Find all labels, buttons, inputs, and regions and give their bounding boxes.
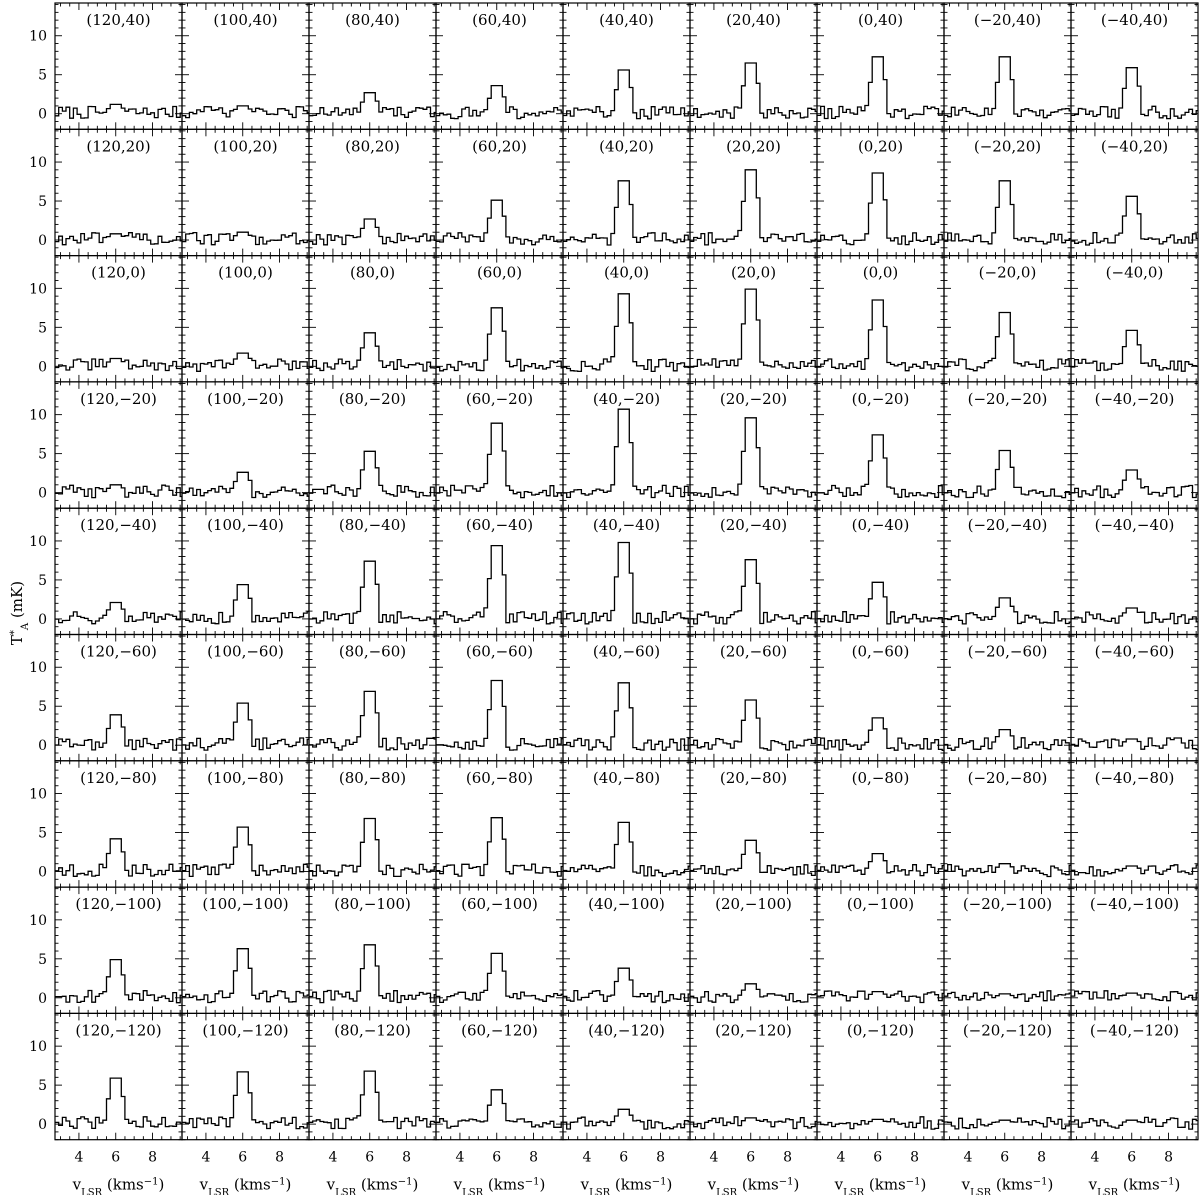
spectrum-line bbox=[690, 700, 817, 750]
panel-label: (−20,−20) bbox=[967, 389, 1048, 408]
y-tick-label: 0 bbox=[38, 1117, 47, 1134]
panel-label: (100,−120) bbox=[202, 1021, 289, 1040]
panel-label: (60,0) bbox=[476, 263, 523, 282]
y-tick-label: 5 bbox=[38, 67, 47, 84]
panel-label: (100,−40) bbox=[207, 516, 284, 535]
x-tick-label: 4 bbox=[74, 1149, 84, 1166]
panel-label: (−20,−60) bbox=[967, 642, 1048, 661]
spectrum-line bbox=[944, 313, 1071, 371]
y-tick-label: 0 bbox=[38, 485, 47, 502]
panel-label: (60,−20) bbox=[465, 389, 534, 408]
panel-label: (20,0) bbox=[730, 263, 777, 282]
panel-label: (80,−60) bbox=[338, 642, 407, 661]
spectrum-line bbox=[182, 703, 309, 750]
y-tick-label: 0 bbox=[38, 611, 47, 628]
panel-label: (40,40) bbox=[599, 11, 654, 29]
spectrum-line bbox=[944, 598, 1071, 624]
spectrum-line bbox=[182, 1072, 309, 1129]
panel-label: (40,0) bbox=[603, 263, 650, 282]
panel-label: (−20,−40) bbox=[967, 516, 1048, 535]
x-tick-label: 8 bbox=[529, 1149, 539, 1166]
panel-label: (100,−80) bbox=[207, 768, 284, 787]
panel-label: (−40,0) bbox=[1105, 263, 1164, 282]
panel-label: (20,40) bbox=[726, 11, 781, 29]
spectrum-line bbox=[563, 968, 690, 1002]
panel-label: (0,40) bbox=[857, 11, 904, 29]
spectrum-line bbox=[182, 827, 309, 876]
spectrum-line bbox=[436, 1090, 563, 1128]
panel-label: (80,−80) bbox=[338, 768, 407, 787]
x-axis-label: $v_{LSR}$ (kms$^{-1}$) bbox=[453, 1175, 546, 1195]
panel-label: (60,−100) bbox=[461, 895, 538, 914]
panel-label: (60,20) bbox=[472, 137, 527, 156]
panel-label: (80,−20) bbox=[338, 389, 407, 408]
panel-label: (120,40) bbox=[86, 11, 151, 29]
spectrum-line bbox=[563, 181, 690, 245]
panel-label: (20,−100) bbox=[715, 895, 792, 914]
spectrum-line bbox=[563, 822, 690, 876]
y-tick-label: 0 bbox=[38, 738, 47, 755]
x-axis-label: $v_{LSR}$ (kms$^{-1}$) bbox=[72, 1175, 165, 1195]
panel-label: (0,−60) bbox=[851, 642, 910, 661]
panel-label: (−40,−60) bbox=[1094, 642, 1175, 661]
panel-label: (120,−80) bbox=[80, 768, 157, 787]
spectrum-line bbox=[1071, 196, 1198, 245]
y-tick-label: 10 bbox=[29, 533, 47, 550]
spectrum-line bbox=[817, 991, 944, 1003]
spectrum-line bbox=[817, 718, 944, 750]
spectrum-line bbox=[563, 543, 690, 624]
y-tick-label: 10 bbox=[29, 28, 47, 45]
panel-label: (−40,−20) bbox=[1094, 389, 1175, 408]
panel-label: (0,−40) bbox=[851, 516, 910, 535]
spectrum-line bbox=[944, 730, 1071, 751]
panel-label: (80,−120) bbox=[334, 1021, 411, 1040]
panel-label: (20,−40) bbox=[719, 516, 788, 535]
panel-label: (120,−100) bbox=[75, 895, 162, 914]
spectrum-line bbox=[817, 582, 944, 624]
spectrum-line bbox=[690, 840, 817, 875]
spectrum-line bbox=[309, 691, 436, 750]
spectrum-line bbox=[182, 949, 309, 1003]
spectrum-line bbox=[309, 1071, 436, 1128]
panel-label: (60,−60) bbox=[465, 642, 534, 661]
spectrum-line bbox=[817, 173, 944, 245]
panel-label: (100,−60) bbox=[207, 642, 284, 661]
panel-label: (60,40) bbox=[472, 11, 527, 29]
y-tick-label: 10 bbox=[29, 281, 47, 298]
y-tick-label: 10 bbox=[29, 912, 47, 929]
spectrum-line bbox=[436, 308, 563, 371]
spectrum-line bbox=[55, 359, 182, 371]
panel-label: (20,−20) bbox=[719, 389, 788, 408]
spectrum-line bbox=[563, 294, 690, 372]
y-tick-label: 0 bbox=[38, 106, 47, 123]
x-tick-label: 6 bbox=[238, 1149, 248, 1166]
spectrum-line bbox=[690, 984, 817, 1003]
panel-label: (80,20) bbox=[345, 137, 400, 156]
x-tick-label: 4 bbox=[328, 1149, 338, 1166]
spectrum-line bbox=[309, 219, 436, 245]
spectrum-line bbox=[182, 472, 309, 497]
y-tick-label: 10 bbox=[29, 660, 47, 677]
panel-label: (0,−100) bbox=[846, 895, 915, 914]
spectrum-line bbox=[436, 423, 563, 497]
spectrum-line bbox=[309, 819, 436, 877]
y-tick-label: 5 bbox=[38, 194, 47, 211]
y-tick-label: 0 bbox=[38, 359, 47, 376]
y-tick-label: 5 bbox=[38, 446, 47, 463]
panel-label: (40,−100) bbox=[588, 895, 665, 914]
spectrum-line bbox=[55, 839, 182, 877]
spectrum-line bbox=[817, 57, 944, 119]
panel-label: (−40,−80) bbox=[1094, 768, 1175, 787]
x-axis-label: $v_{LSR}$ (kms$^{-1}$) bbox=[199, 1175, 292, 1195]
spectrum-line bbox=[55, 715, 182, 750]
y-tick-label: 0 bbox=[38, 233, 47, 250]
spectrum-line bbox=[690, 63, 817, 118]
panel-label: (60,−80) bbox=[465, 768, 534, 787]
spectrum-line bbox=[690, 170, 817, 245]
spectrum-line bbox=[436, 953, 563, 1002]
panel-label: (−20,40) bbox=[973, 11, 1042, 29]
y-tick-label: 0 bbox=[38, 990, 47, 1007]
panel-label: (−40,−100) bbox=[1089, 895, 1180, 914]
panel-label: (40,−60) bbox=[592, 642, 661, 661]
spectrum-line bbox=[944, 451, 1071, 498]
x-tick-label: 6 bbox=[365, 1149, 375, 1166]
panel-label: (80,0) bbox=[349, 263, 396, 282]
panel-label: (−20,20) bbox=[973, 137, 1042, 156]
panel-label: (0,20) bbox=[857, 137, 904, 156]
x-tick-label: 4 bbox=[455, 1149, 465, 1166]
panel-label: (−20,−100) bbox=[962, 895, 1053, 914]
spectrum-line bbox=[690, 289, 817, 368]
spectrum-line bbox=[55, 104, 182, 118]
panel-label: (80,−40) bbox=[338, 516, 407, 535]
panel-label: (40,−20) bbox=[592, 389, 661, 408]
panel-label: (−40,−40) bbox=[1094, 516, 1175, 535]
spectrum-line bbox=[182, 353, 309, 371]
spectrum-line bbox=[182, 232, 309, 245]
panel-label: (100,40) bbox=[213, 11, 278, 29]
y-tick-label: 10 bbox=[29, 1039, 47, 1056]
panel-label: (120,−40) bbox=[80, 516, 157, 535]
spectrum-line bbox=[817, 854, 944, 876]
spectrum-line bbox=[944, 991, 1071, 1002]
y-tick-label: 5 bbox=[38, 1078, 47, 1095]
panel-label: (100,−100) bbox=[202, 895, 289, 914]
panel-label: (40,−40) bbox=[592, 516, 661, 535]
panel-label: (20,−80) bbox=[719, 768, 788, 787]
spectrum-line bbox=[1071, 68, 1198, 119]
panel-label: (120,−60) bbox=[80, 642, 157, 661]
x-tick-label: 8 bbox=[402, 1149, 412, 1166]
spectrum-line bbox=[182, 106, 309, 118]
y-tick-label: 5 bbox=[38, 572, 47, 589]
y-tick-label: 10 bbox=[29, 155, 47, 172]
spectrum-line bbox=[309, 945, 436, 1003]
spectrum-line bbox=[563, 70, 690, 119]
x-tick-label: 6 bbox=[492, 1149, 502, 1166]
spectrum-line bbox=[1071, 865, 1198, 876]
x-tick-label: 4 bbox=[201, 1149, 211, 1166]
spectrum-line bbox=[436, 200, 563, 245]
panel-label: (−20,−80) bbox=[967, 768, 1048, 787]
spectrum-line bbox=[55, 233, 182, 245]
panel-label: (−40,20) bbox=[1100, 137, 1169, 156]
spectrum-line bbox=[690, 418, 817, 497]
spectrum-line bbox=[1071, 738, 1198, 750]
spectrum-line bbox=[309, 93, 436, 118]
spectrum-line bbox=[563, 409, 690, 497]
spectrum-line bbox=[1071, 608, 1198, 624]
spectrum-line bbox=[309, 451, 436, 497]
panel-label: (100,−20) bbox=[207, 389, 284, 408]
y-tick-label: 10 bbox=[29, 407, 47, 424]
y-tick-label: 5 bbox=[38, 951, 47, 968]
panel-label: (120,0) bbox=[91, 263, 146, 282]
panel-label: (120,20) bbox=[86, 137, 151, 156]
panel-label: (80,40) bbox=[345, 11, 400, 29]
panel-label: (100,0) bbox=[218, 263, 273, 282]
spectrum-line bbox=[436, 546, 563, 624]
spectrum-line bbox=[55, 603, 182, 624]
y-tick-label: 5 bbox=[38, 320, 47, 337]
x-tick-label: 8 bbox=[148, 1149, 158, 1166]
y-tick-label: 10 bbox=[29, 786, 47, 803]
spectrum-line bbox=[1071, 991, 1198, 1001]
spectrum-line bbox=[55, 1078, 182, 1128]
panel-label: (0,−20) bbox=[851, 389, 910, 408]
y-tick-label: 5 bbox=[38, 825, 47, 842]
spectrum-line bbox=[182, 585, 309, 624]
panel-label: (20,−60) bbox=[719, 642, 788, 661]
panel-label: (60,−120) bbox=[461, 1021, 538, 1040]
spectrum-line bbox=[436, 818, 563, 876]
spectrum-line bbox=[944, 181, 1071, 244]
spectrum-line bbox=[817, 300, 944, 371]
panel-label: (−40,40) bbox=[1100, 11, 1169, 29]
x-axis-label: $v_{LSR}$ (kms$^{-1}$) bbox=[326, 1175, 419, 1195]
spectrum-line bbox=[55, 485, 182, 498]
panel-label: (60,−40) bbox=[465, 516, 534, 535]
x-tick-label: 8 bbox=[275, 1149, 285, 1166]
panel-label: (120,−20) bbox=[80, 389, 157, 408]
panel-label: (100,20) bbox=[213, 137, 278, 156]
spectrum-line bbox=[1071, 470, 1198, 498]
y-tick-label: 0 bbox=[38, 864, 47, 881]
spectrum-line bbox=[944, 57, 1071, 118]
spectrum-line bbox=[1071, 330, 1198, 371]
panel-label: (120,−120) bbox=[75, 1021, 162, 1040]
panel-label: (20,20) bbox=[726, 137, 781, 156]
panel-label: (40,20) bbox=[599, 137, 654, 156]
y-tick-label: 5 bbox=[38, 699, 47, 716]
panel-label: (−20,0) bbox=[978, 263, 1037, 282]
spectrum-line bbox=[55, 960, 182, 1003]
x-tick-label: 6 bbox=[111, 1149, 121, 1166]
panel-label: (0,−80) bbox=[851, 768, 910, 787]
panel-label: (0,0) bbox=[862, 263, 899, 282]
spectrum-line bbox=[436, 681, 563, 751]
spectrum-line bbox=[309, 561, 436, 624]
spectrum-line bbox=[944, 864, 1071, 877]
spectrum-line bbox=[309, 333, 436, 371]
spectrum-line bbox=[436, 86, 563, 119]
panel-label: (40,−80) bbox=[592, 768, 661, 787]
spectrum-line bbox=[817, 435, 944, 497]
spectrum-line bbox=[563, 683, 690, 750]
panel-label: (80,−100) bbox=[334, 895, 411, 914]
spectrum-line bbox=[690, 560, 817, 624]
